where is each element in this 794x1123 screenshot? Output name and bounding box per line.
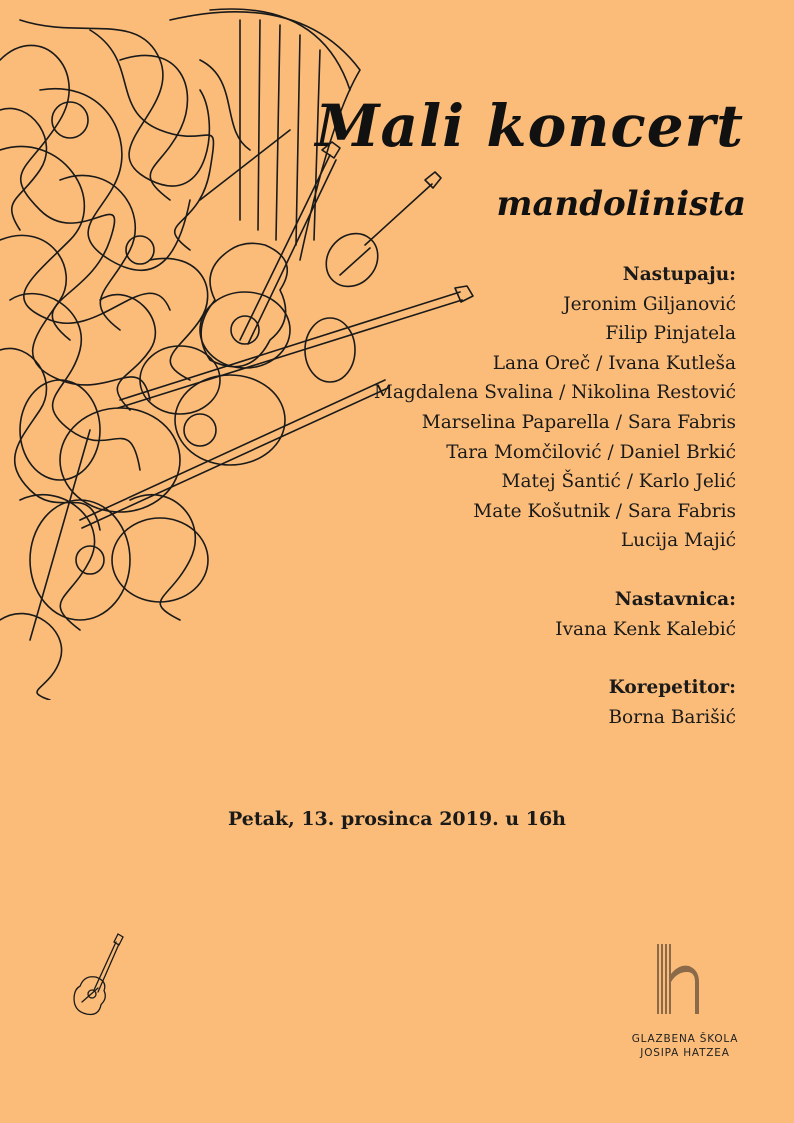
accompanist-heading: Korepetitor: xyxy=(608,677,736,699)
performer-item: Magdalena Svalina / Nikolina Restović xyxy=(373,382,736,404)
performer-item: Lucija Majić xyxy=(620,530,736,552)
event-date: Petak, 13. prosinca 2019. u 16h xyxy=(227,808,566,830)
performer-item: Marselina Paparella / Sara Fabris xyxy=(421,411,736,433)
performer-item: Lana Oreč / Ivana Kutleša xyxy=(492,352,736,374)
performer-item: Matej Šantić / Karlo Jelić xyxy=(501,471,736,493)
performer-item: Jeronim Giljanović xyxy=(563,293,736,315)
school-h-logo-icon xyxy=(655,944,715,1016)
teacher-heading: Nastavnica: xyxy=(614,588,736,610)
guitar-icon xyxy=(68,932,128,1018)
poster-subtitle: mandolinista xyxy=(496,184,746,224)
performer-item: Mate Košutnik / Sara Fabris xyxy=(473,500,736,522)
school-name-line: JOSIPA HATZEA xyxy=(640,1047,730,1059)
performer-item: Filip Pinjatela xyxy=(605,323,736,345)
credits-block xyxy=(374,260,736,732)
poster-title: Mali koncert xyxy=(315,92,744,160)
accompanist-name: Borna Barišić xyxy=(608,706,736,728)
school-name xyxy=(605,1032,765,1060)
spacer xyxy=(374,644,736,673)
performers-heading: Nastupaju: xyxy=(622,264,736,285)
spacer xyxy=(374,556,736,585)
teacher-name: Ivana Kenk Kalebić xyxy=(555,618,736,640)
school-name-line: GLAZBENA ŠKOLA xyxy=(631,1033,739,1045)
performer-item: Tara Momčilović / Daniel Brkić xyxy=(446,441,736,463)
